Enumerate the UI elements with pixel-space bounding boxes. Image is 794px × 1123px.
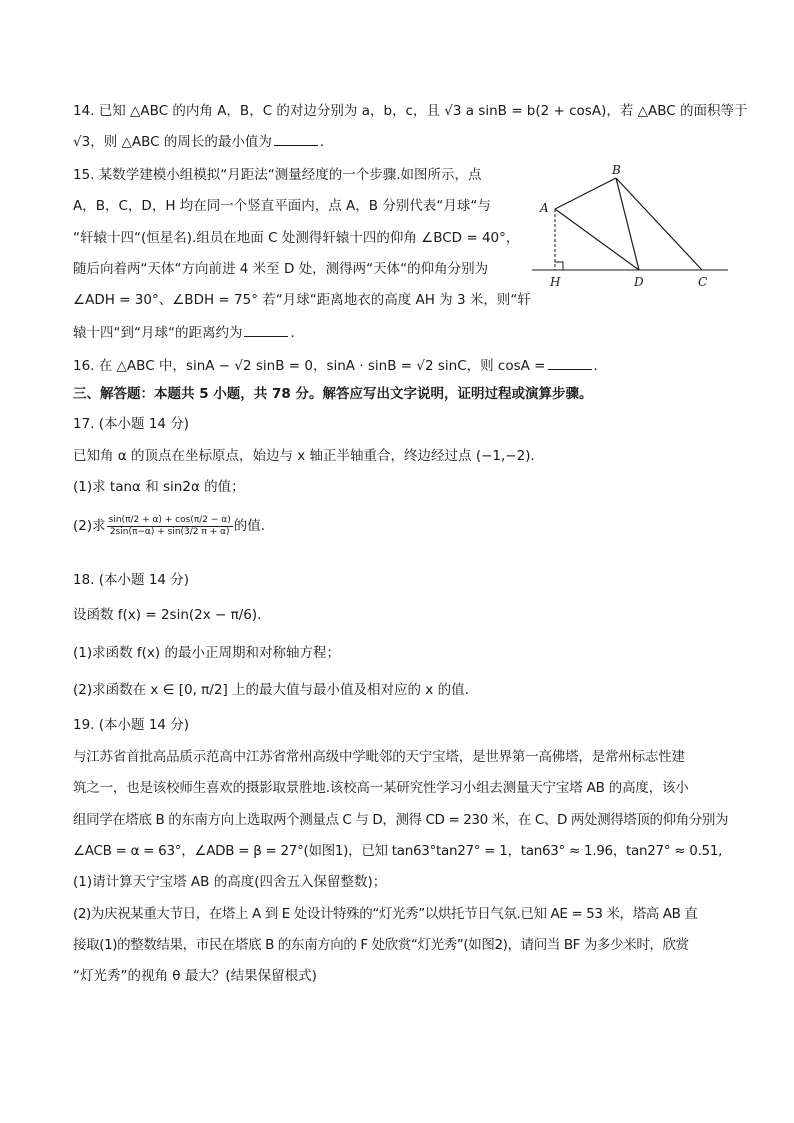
q14-line-1: 14. 已知 △ABC 的内角 A，B，C 的对边分别为 a，b，c，且 √3 a sinB = b(2 + cosA)，若 △ABC 的面积等于 (73, 103, 748, 119)
right-angle-mark (555, 262, 563, 270)
q15-geometry-diagram (530, 160, 730, 292)
q19-part-2-line-3: “灯光秀”的视角 θ 最大？(结果保留根式) (73, 968, 317, 984)
q17-part-2-lead: (2)求 (73, 518, 106, 534)
q15-line-3: “轩辕十四“(恒星名).组员在地面 C 处测得轩辕十四的仰角 ∠BCD = 40°， (73, 230, 520, 246)
segment-bc (616, 178, 702, 270)
q15-line-5: ∠ADH = 30°、∠BDH = 75° 若“月球“距离地衣的高度 AH 为 3 米，则“轩 (73, 292, 531, 308)
label-d: D (634, 275, 644, 289)
q18-part-1: (1)求函数 f(x) 的最小正周期和对称轴方程； (73, 645, 340, 661)
q19-line-1: 与江苏省首批高品质示范高中江苏省常州高级中学毗邻的天宁宝塔，是世界第一高佛塔，是常州标志性建 (73, 749, 685, 765)
q19-line-4: ∠ACB = α = 63°，∠ADB = β = 27°(如图1)，已知 tan63°tan27° = 1，tan63° ≈ 1.96，tan27° ≈ 0.51, (73, 843, 723, 859)
q17-part-2-end: 的值． (233, 518, 275, 534)
q17-part-2 (73, 512, 274, 540)
q16-end: ． (593, 358, 607, 374)
q19-part-1: (1)请计算天宁宝塔 AB 的高度(四舍五入保留整数)； (73, 874, 387, 890)
q14-line-2-text: √3，则 △ABC 的周长的最小值为 (73, 134, 272, 150)
segment-ab (555, 178, 616, 209)
label-h: H (550, 275, 561, 289)
label-b: B (612, 163, 621, 177)
q18-part-2: (2)求函数在 x ∈ [0, π/2] 上的最大值与最小值及相对应的 x 的值． (73, 682, 479, 698)
q15-line-2: A，B，C，D，H 均在同一个竖直平面内，点 A，B 分别代表“月球“与 (73, 198, 491, 214)
q17-heading: 17. (本小题 14 分) (73, 416, 190, 432)
q18-heading: 18. (本小题 14 分) (73, 572, 190, 588)
q19-line-2: 筑之一，也是该校师生喜欢的摄影取景胜地.该校高一某研究性学习小组去测量天宁宝塔 AB 的高度，该小 (73, 780, 689, 796)
q14-line-2-end: ． (319, 134, 334, 150)
q19-heading: 19. (本小题 14 分) (73, 717, 190, 733)
section-3-heading: 三、解答题：本题共 5 小题，共 78 分。解答应写出文字说明，证明过程或演算步骤。 (73, 386, 593, 402)
label-a: A (540, 201, 549, 215)
q15-line-6 (73, 322, 304, 343)
q15-line-1: 15. 某数学建模小组模拟“月距法“测量经度的一个步骤.如图所示，点 (73, 167, 482, 183)
q17-part-1: (1)求 tanα 和 sin2α 的值； (73, 479, 245, 495)
q14-line-2 (73, 131, 333, 152)
q19-part-2-line-2: 接取(1)的整数结果，市民在塔底 B 的东南方向的 F 处欣赏“灯光秀”(如图2)，请问当 BF 为多少米时，欣赏 (73, 937, 689, 953)
answer-blank-16 (548, 355, 592, 370)
q17-stem: 已知角 α 的顶点在坐标原点，始边与 x 轴正半轴重合，终边经过点 (−1,−2)． (73, 448, 544, 464)
answer-blank-14 (274, 131, 318, 146)
q17-fraction-denominator: 2sin(π−α) + sin(3/2 π + α) (109, 526, 230, 537)
label-c: C (698, 275, 708, 289)
q16-text: 16. 在 △ABC 中，sinA − √2 sinB = 0，sinA · sinB = √2 sinC，则 cosA = (73, 358, 546, 374)
q15-line-6-end: ． (290, 325, 304, 341)
answer-blank-15 (244, 322, 288, 337)
q17-fraction (107, 515, 233, 538)
q15-line-4: 随后向着两“天体“方向前进 4 米至 D 处，测得两“天体“的仰角分别为 (73, 261, 489, 277)
q19-line-3: 组同学在塔底 B 的东南方向上选取两个测量点 C 与 D，测得 CD = 230 米，在 C、D 两处测得塔顶的仰角分别为 (73, 812, 729, 828)
q18-stem: 设函数 f(x) = 2sin(2x − π/6)． (73, 607, 271, 623)
q19-part-2-line-1: (2)为庆祝某重大节日，在塔上 A 到 E 处设计特殊的“灯光秀”以烘托节日气氛.已知 AE = 53 米，塔高 AB 直 (73, 906, 698, 922)
q15-line-6-text: 辕十四“到“月球“的距离约为 (73, 325, 243, 341)
q16-line (73, 355, 607, 376)
q17-fraction-numerator: sin(π/2 + α) + cos(π/2 − α) (108, 514, 231, 525)
